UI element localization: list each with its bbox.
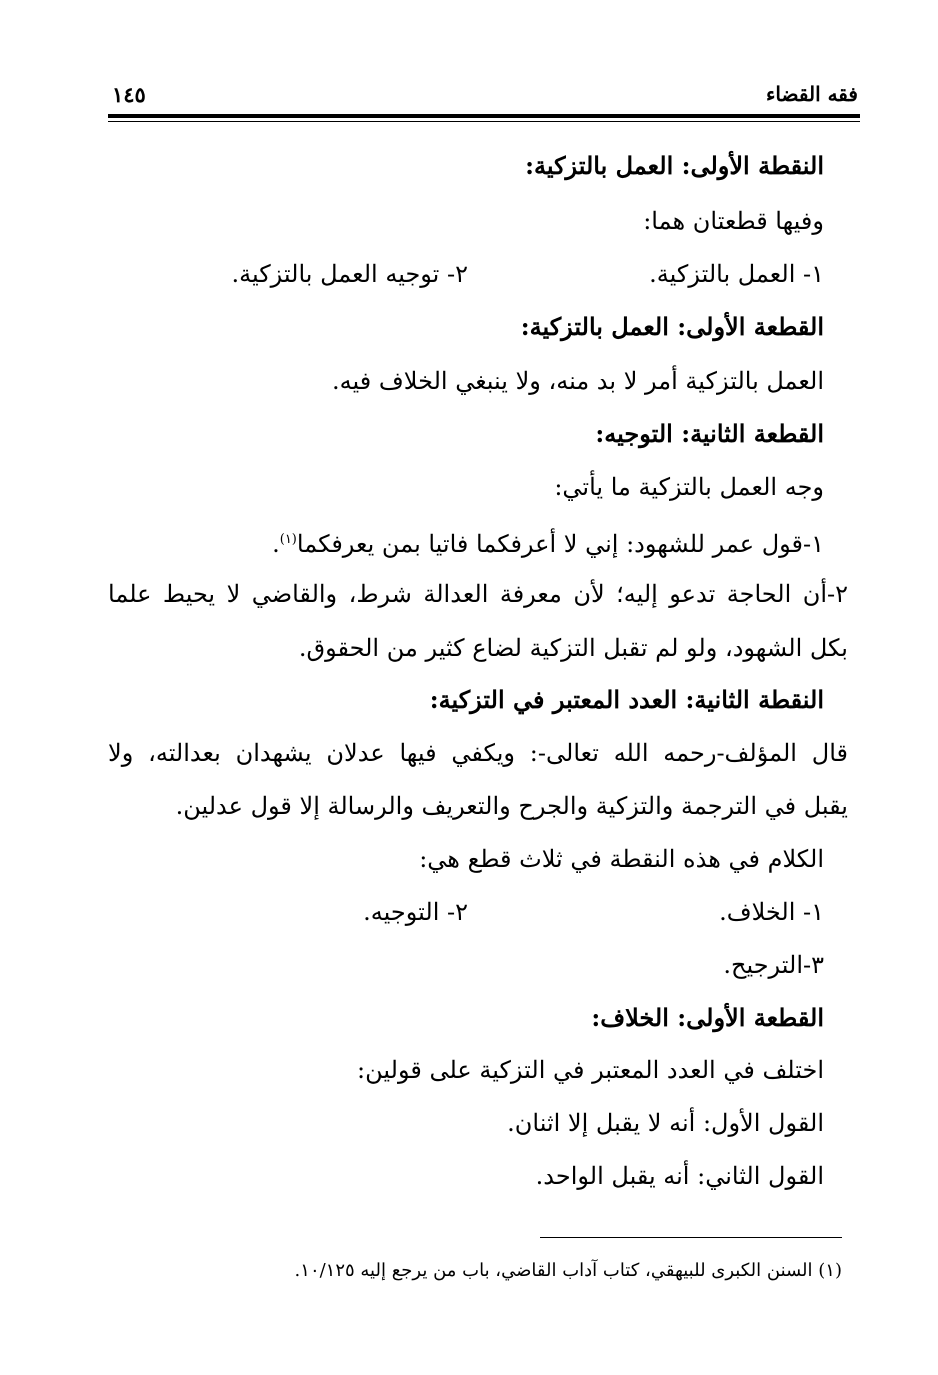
text-line: وفيها قطعتان هما:	[643, 207, 824, 235]
subsection-heading-1: القطعة الأولى: العمل بالتزكية:	[520, 312, 824, 341]
text-span: .	[272, 530, 280, 558]
list-item-3: ٣-الترجيح.	[723, 951, 824, 979]
header-rule-thick	[108, 114, 860, 118]
text-line: وجه العمل بالتزكية ما يأتي:	[554, 473, 824, 501]
text-line: العمل بالتزكية أمر لا بد منه، ولا ينبغي الخلاف فيه.	[332, 367, 824, 395]
text-line-with-footnote	[272, 524, 824, 560]
text-line: بكل الشهود، ولو لم تقبل التزكية لضاع كثير من الحقوق.	[298, 634, 848, 662]
section-heading-2: النقطة الثانية: العدد المعتبر في التزكية:	[429, 685, 824, 714]
header-rule-thin	[108, 121, 860, 122]
text-line: ٢-أن الحاجة تدعو إليه؛ لأن معرفة العدالة شرط، والقاضي لا يحيط علما	[108, 580, 849, 608]
list-item-1: ١- العمل بالتزكية.	[649, 260, 824, 288]
page-number: ١٤٥	[112, 82, 146, 107]
text-line: يقبل في الترجمة والتزكية والجرح والتعريف والرسالة إلا قول عدلين.	[175, 792, 848, 820]
footnote-reference[interactable]: (١)	[279, 532, 297, 547]
running-header	[108, 80, 858, 114]
footnote-rule	[540, 1237, 842, 1238]
text-line: قال المؤلف-رحمه الله تعالى-: ويكفي فيها عدلان يشهدان بعدالته، ولا	[108, 739, 848, 767]
list-item-2: ٢- التوجيه.	[363, 898, 468, 926]
list-item-1: ١- الخلاف.	[719, 898, 824, 926]
section-heading-1: النقطة الأولى: العمل بالتزكية:	[525, 151, 824, 180]
subsection-heading-2: القطعة الثانية: التوجيه:	[595, 419, 824, 448]
list-item-2: ٢- توجيه العمل بالتزكية.	[231, 260, 468, 288]
text-span: ١-قول عمر للشهود: إني لا أعرفكما فاتيا بمن يعرفكما	[296, 530, 824, 558]
text-line: اختلف في العدد المعتبر في التزكية على قولين:	[357, 1056, 824, 1084]
text-line: القول الثاني: أنه يقبل الواحد.	[535, 1162, 824, 1190]
book-title: فقه القضاء	[766, 82, 858, 106]
subsection-heading-3: القطعة الأولى: الخلاف:	[591, 1003, 824, 1032]
text-line: القول الأول: أنه لا يقبل إلا اثنان.	[507, 1109, 824, 1137]
text-line: الكلام في هذه النقطة في ثلاث قطع هي:	[419, 845, 824, 873]
footnote: (١) السنن الكبرى للبيهقي، كتاب آداب القاضي، باب من يرجع إليه ١٠/١٢٥.	[294, 1260, 842, 1281]
